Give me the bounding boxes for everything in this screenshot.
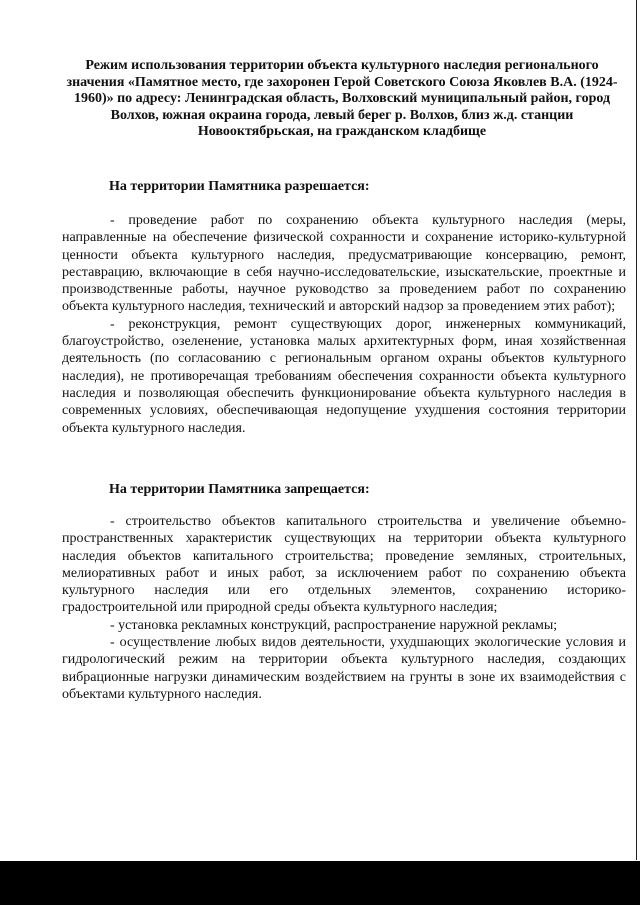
document-title: Режим использования территории объекта культурного наследия регионального значения «Памятное место, где захоронен Герой Советского Союза Яковлев В.А. (1924-1960)» по адресу: Ленинградская область, Волховский муниципальный район, город Волхов, южная окраина города, левый берег р. Волхов, близ ж.д. станции Новооктябрьская, на гражданском кладбище — [66, 58, 618, 139]
allowed-item-preservation: - проведение работ по сохранению объекта культурного наследия (меры, направленные на обеспечение физической сохранности и сохранение историко-культурной ценности объекта культурного наследия, предусматривающие консервацию, ремонт, реставрацию, включающие в себя научно-исследовательские, изыскательские, проектные и производственные работы, научное руководство за проведением работ по сохранению объекта культурного наследия, технический и авторский надзор за проведением этих работ); — [62, 213, 626, 315]
forbidden-item-construction: - строительство объектов капитального строительства и увеличение объемно-пространственных характеристик существующих на территории объекта культурного наследия объектов капитального строительства; проведение земляных, строительных, мелиоративных работ и иных работ, за исключением работ по сохранению объекта культурного наследия или его отдельных элементов, сохранению историко-градостроительной или природной среды объекта культурного наследия; — [62, 514, 626, 616]
forbidden-heading: На территории Памятника запрещается: — [109, 482, 370, 497]
allowed-heading: На территории Памятника разрешается: — [109, 179, 370, 194]
forbidden-item-ecology: - осуществление любых видов деятельности, ухудшающих экологические условия и гидрологический режим на территории объекта культурного наследия, создающих вибрационные нагрузки динамическим воздействием на грунты в зоне их взаимодействия с объектами культурного наследия. — [62, 635, 626, 702]
allowed-section — [62, 212, 626, 437]
forbidden-section — [62, 513, 626, 703]
forbidden-item-advertising: - установка рекламных конструкций, распространение наружной рекламы; — [110, 617, 558, 633]
scan-bottom-border — [0, 861, 640, 905]
allowed-item-reconstruction: - реконструкция, ремонт существующих дорог, инженерных коммуникаций, благоустройство, озеленение, установка малых архитектурных форм, иная хозяйственная деятельность (по согласованию с региональным органом охраны объектов культурного наследия), не противоречащая требованиям обеспечения сохранности объекта культурного наследия и позволяющая обеспечить функционирование объекта культурного наследия в современных условиях, обеспечивающая недопущение ухудшения состояния территории объекта культурного наследия. — [62, 316, 626, 436]
scan-edge-line — [636, 0, 637, 860]
